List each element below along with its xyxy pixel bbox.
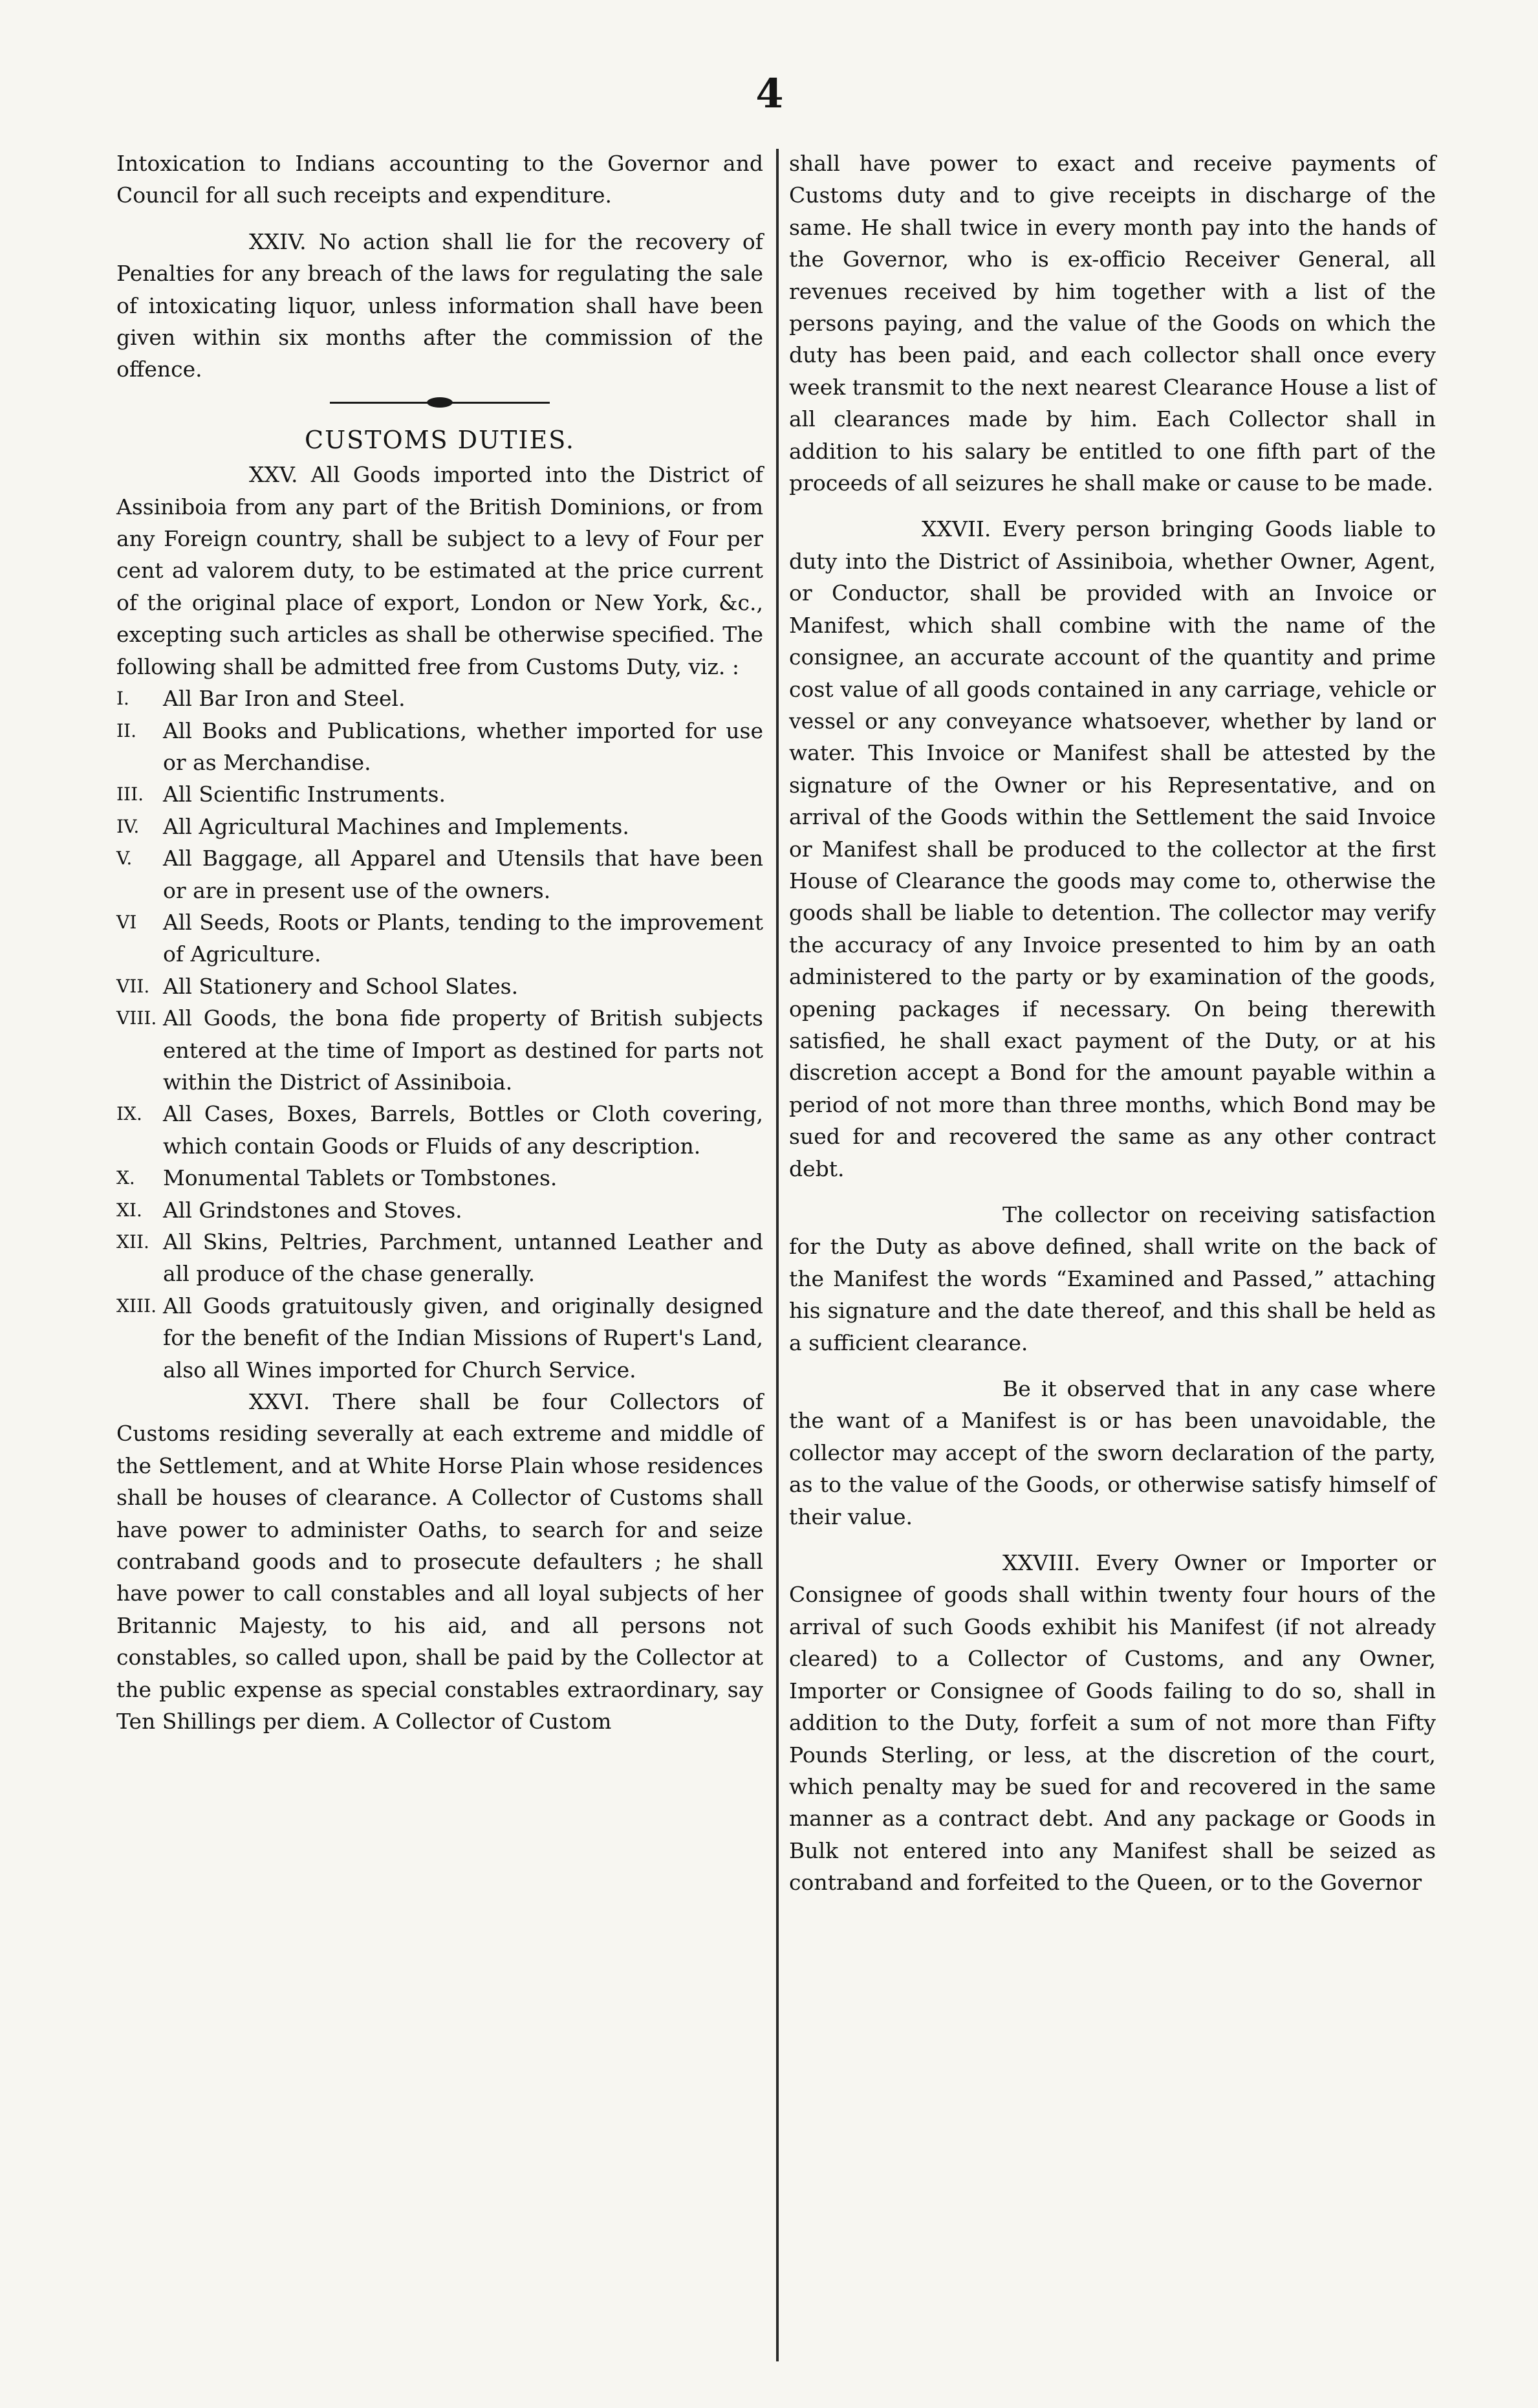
exemption-text: Monumental Tablets or Tombstones. bbox=[163, 1165, 558, 1191]
exemption-text: All Scientific Instruments. bbox=[163, 782, 446, 807]
ornamental-rule bbox=[330, 397, 550, 408]
exemption-numeral: IX. bbox=[116, 1103, 142, 1125]
exemption-item bbox=[116, 1098, 763, 1162]
exemption-item bbox=[116, 1002, 763, 1098]
section-xxvii: XXVII. Every person bringing Goods liable to duty into the District of Assiniboia, whether Owner, Agent, or Conductor, shall be provided with an Invoice or Manifest, which shall combine with the name of the consignee, an accurate account of the quantity and prime cost value of all goods contained in any carriage, vehicle or vessel or any conveyance whatsoever, whether by land or water. This Invoice or Manifest shall be attested by the signature of the Owner or his Representative, and on arrival of the Goods within the Settlement the said Invoice or Manifest shall be produced to the collector at the first House of Clearance the goods may come to, otherwise the goods shall be liable to detention. The collector may verify the accuracy of any Invoice presented to him by an oath administered to the party or by examination of the goods, opening packages if necessary. On being therewith satisfied, he shall exact payment of the Duty, or at his discretion accept a Bond for the amount payable within a period of not more than three months, which Bond may be sued for and recovered the same as any other contract debt. bbox=[789, 516, 1436, 1181]
column-divider bbox=[776, 149, 779, 2361]
section-xxv: XXV. All Goods imported into the District of Assiniboia from any part of the British Dominions, or from any Foreign country, shall be subject to a levy of Four per cent ad valorem duty, to be estimated at the price current of the original place of export, London or New York, &c., excepting such articles as shall be otherwise specified. The following shall be admitted free from Customs Duty, viz. : bbox=[116, 462, 763, 679]
customs-duties-heading: CUSTOMS DUTIES. bbox=[305, 425, 575, 454]
exemption-numeral: II. bbox=[116, 719, 137, 741]
exemption-text: All Stationery and School Slates. bbox=[163, 973, 519, 999]
exemption-item bbox=[116, 842, 763, 906]
exemption-numeral: VI bbox=[116, 911, 137, 933]
exemption-text: All Skins, Peltries, Parchment, untanned Leather and all produce of the chase generally. bbox=[163, 1229, 763, 1287]
exemption-numeral: III. bbox=[116, 783, 144, 805]
exemption-text: All Goods, the bona fide property of British subjects entered at the time of Import as destined for parts not within the District of Assiniboia. bbox=[163, 1005, 763, 1095]
exemption-item bbox=[116, 1162, 763, 1194]
exemption-numeral: XI. bbox=[116, 1199, 142, 1221]
exemption-text: All Grindstones and Stoves. bbox=[163, 1197, 462, 1223]
exemption-item bbox=[116, 778, 763, 810]
spacer bbox=[789, 1185, 1436, 1199]
spacer bbox=[789, 1359, 1436, 1373]
exemption-text: All Goods gratuitously given, and originally designed for the benefit of the Indian Missions of Rupert's Land, also all Wines imported for Church Service. bbox=[163, 1293, 763, 1383]
exemption-numeral: XIII. bbox=[116, 1295, 157, 1317]
exemption-item bbox=[116, 906, 763, 970]
exemption-numeral: IV. bbox=[116, 815, 140, 837]
exemption-item bbox=[116, 970, 763, 1002]
exemption-text: All Agricultural Machines and Implements. bbox=[163, 813, 629, 839]
section-xxviii: XXVIII. Every Owner or Importer or Consignee of goods shall within twenty four hours of the arrival of such Goods exhibit his Manifest (if not already cleared) to a Collector of Customs, and any Owner, Importer or Consignee of Goods failing to do so, shall in addition to the Duty, forfeit a sum of not more than Fifty Pounds Sterling, or less, at the discretion of the court, which penalty may be sued for and recovered in the same manner as a contract debt. And any package or Goods in Bulk not entered into any Manifest shall be seized as contraband and forfeited to the Queen, or to the Governor bbox=[789, 1550, 1436, 1896]
page-number: 4 bbox=[755, 70, 784, 117]
exemption-numeral: VIII. bbox=[116, 1007, 157, 1029]
exemption-text: All Bar Iron and Steel. bbox=[163, 686, 406, 712]
exemption-text: All Cases, Boxes, Barrels, Bottles or Cloth covering, which contain Goods or Fluids of any description. bbox=[163, 1101, 763, 1159]
exemption-text: All Seeds, Roots or Plants, tending to the improvement of Agriculture. bbox=[163, 909, 763, 967]
left-column bbox=[116, 148, 763, 1738]
exemption-numeral: VII. bbox=[116, 975, 150, 997]
exemption-text: All Baggage, all Apparel and Utensils that have been or are in present use of the owners. bbox=[163, 846, 763, 903]
observed-paragraph: Be it observed that in any case where the want of a Manifest is or has been unavoidable, the collector may accept of the sworn declaration of the party, as to the value of the Goods, or otherwise satisfy himself of their value. bbox=[789, 1376, 1436, 1529]
intro-paragraph: Intoxication to Indians accounting to the Governor and Council for all such receipts and expenditure. bbox=[116, 151, 763, 208]
spacer bbox=[789, 499, 1436, 513]
exemption-item bbox=[116, 683, 763, 714]
exemption-text: All Books and Publications, whether imported for use or as Merchandise. bbox=[163, 717, 763, 775]
exemption-numeral: X. bbox=[116, 1167, 135, 1189]
right-column bbox=[789, 148, 1436, 1899]
section-xxiv: XXIV. No action shall lie for the recovery of Penalties for any breach of the laws for regulating the sale of intoxicating liquor, unless information shall have been given within six months after the commission of the offence. bbox=[116, 228, 763, 382]
continuation-paragraph: shall have power to exact and receive payments of Customs duty and to give receipts in discharge of the same. He shall twice in every month pay into the hands of the Governor, who is ex-officio Receiver General, all revenues received by him together with a list of the persons paying, and the value of the Goods on which the duty has been paid, and each collector shall once every week transmit to the next nearest Clearance House a list of all clearances made by him. Each Collector shall in addition to his salary be entitled to one fifth part of the proceeds of all seizures he shall make or cause to be made. bbox=[789, 151, 1436, 496]
exemption-item bbox=[116, 1290, 763, 1386]
spacer bbox=[116, 212, 763, 226]
exemption-list bbox=[116, 683, 763, 1386]
exemption-item bbox=[116, 811, 763, 842]
section-xxvi: XXVI. There shall be four Collectors of Customs residing severally at each extreme and middle of the Settlement, and at White Horse Plain whose residences shall be houses of clearance. A Collector of Customs shall have power to administer Oaths, to search for and seize contraband goods and to prosecute defaulters ; he shall have power to call constables and all loyal subjects of her Britannic Majesty, to his aid, and all persons not constables, so called upon, shall be paid by the Collector at the public expense as special constables extraordinary, say Ten Shillings per diem. A Collector of Custom bbox=[116, 1389, 763, 1735]
spacer bbox=[789, 1533, 1436, 1547]
exemption-item bbox=[116, 1194, 763, 1226]
exemption-item bbox=[116, 1226, 763, 1290]
exemption-numeral: I. bbox=[116, 688, 129, 710]
collector-paragraph: The collector on receiving satisfaction for the Duty as above defined, shall write on the back of the Manifest the words “Examined and Passed,” attaching his signature and the date thereof, and this shall be held as a sufficient clearance. bbox=[789, 1202, 1436, 1355]
exemption-numeral: XII. bbox=[116, 1231, 149, 1253]
exemption-numeral: V. bbox=[116, 848, 133, 870]
exemption-item bbox=[116, 715, 763, 779]
